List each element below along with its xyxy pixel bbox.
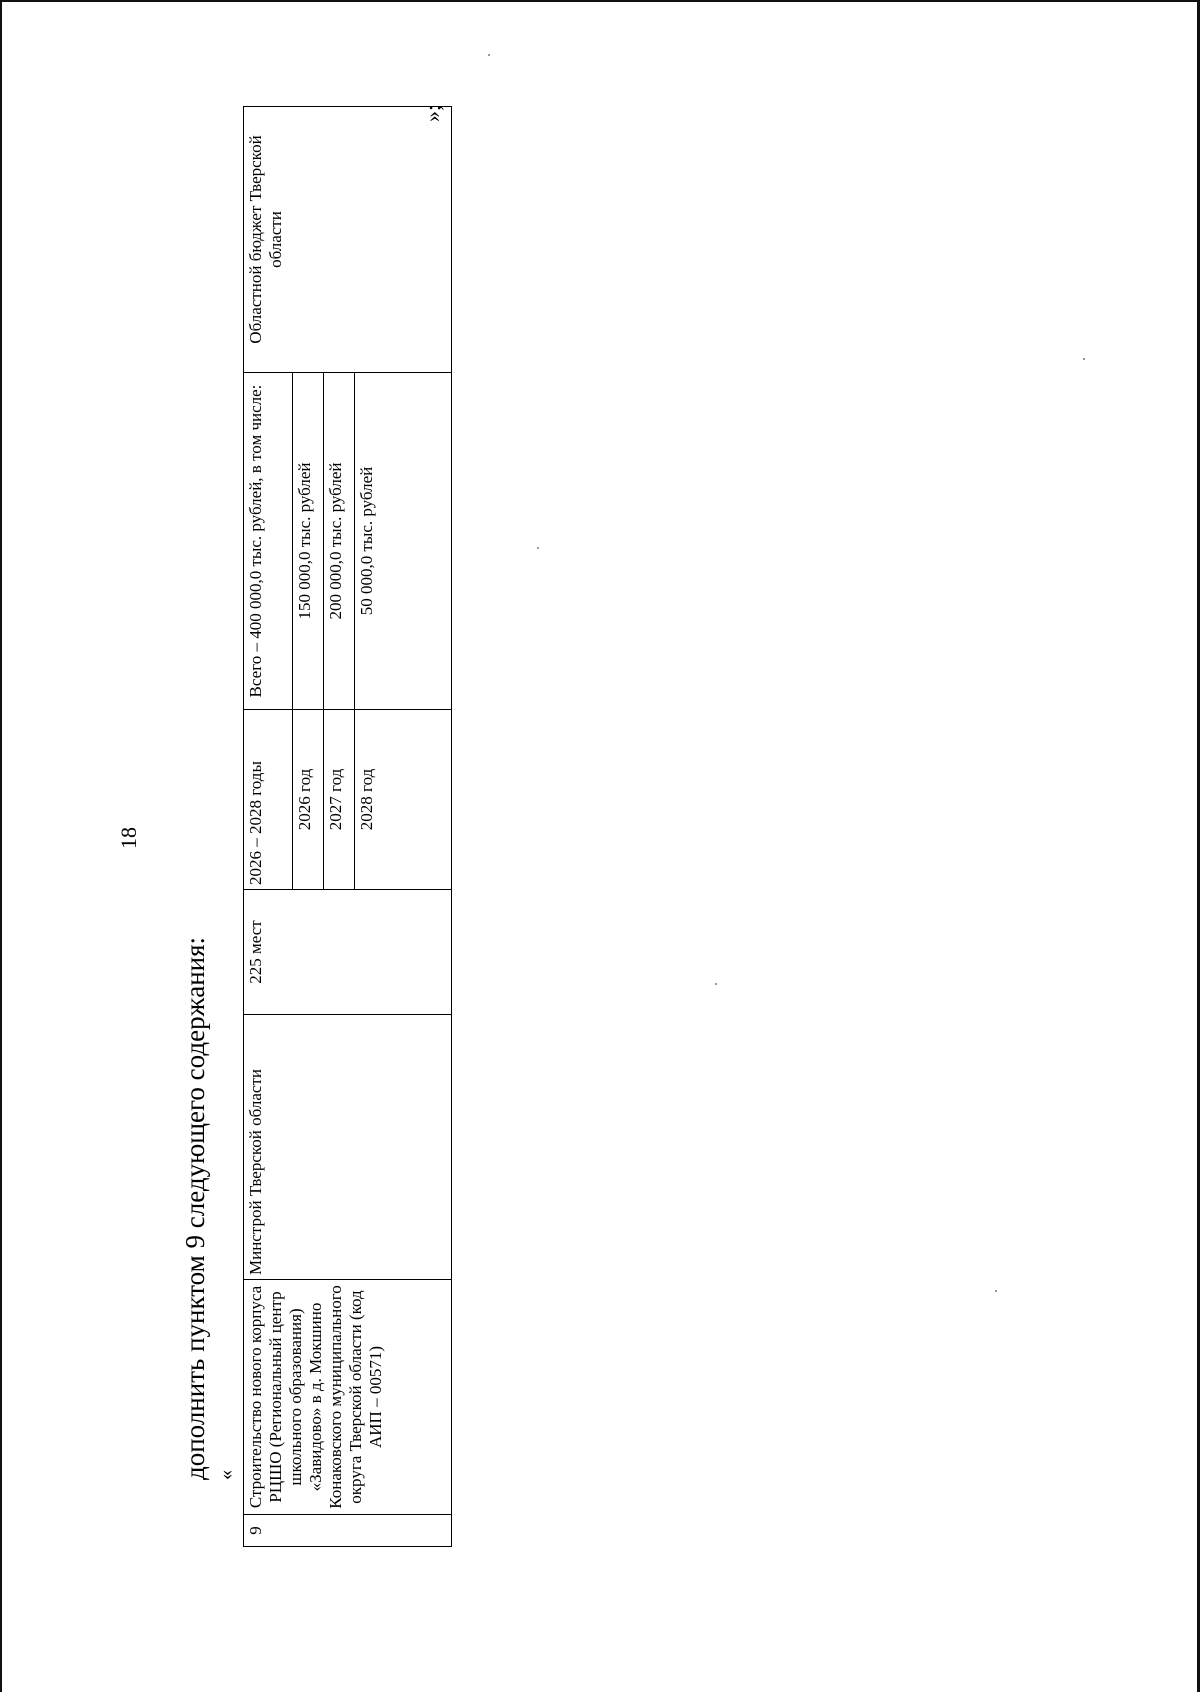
year-cell: 2026 год (293, 710, 324, 890)
scan-speck (537, 547, 539, 549)
investment-table (243, 106, 452, 1547)
amount-cell: 200 000,0 тыс. рублей (324, 373, 355, 710)
year-cell: 2027 год (324, 710, 355, 890)
opening-quote: « (215, 1470, 237, 1480)
financing-total-cell: Всего – 400 000,0 тыс. рублей, в том числе: (244, 373, 293, 710)
year-cell: 2028 год (355, 710, 452, 890)
scan-speck (488, 54, 490, 56)
closing-quote: »; (420, 104, 445, 122)
source-cell: Областной бюджет Тверской области (244, 107, 452, 373)
period-cell: 2026 – 2028 годы (244, 710, 293, 890)
scan-speck (995, 1290, 997, 1292)
table-row (244, 107, 293, 1547)
intro-text: дополнить пунктом 9 следующего содержания: (180, 936, 210, 1480)
scan-speck (715, 983, 717, 985)
page-number: 18 (116, 827, 141, 849)
capacity-cell: 225 мест (244, 890, 452, 1015)
amount-cell: 150 000,0 тыс. рублей (293, 373, 324, 710)
amount-cell: 50 000,0 тыс. рублей (355, 373, 452, 710)
scan-speck (1083, 358, 1085, 360)
object-name-cell: Строительство нового корпуса РЦШО (Региональный центр школьного образования) «Завидово» в д. Мокшино Конаковского муниципального округа Тверской области (код АИП – 00571) (244, 1280, 452, 1515)
row-number: 9 (244, 1515, 452, 1547)
customer-cell: Минстрой Тверской области (244, 1015, 452, 1280)
